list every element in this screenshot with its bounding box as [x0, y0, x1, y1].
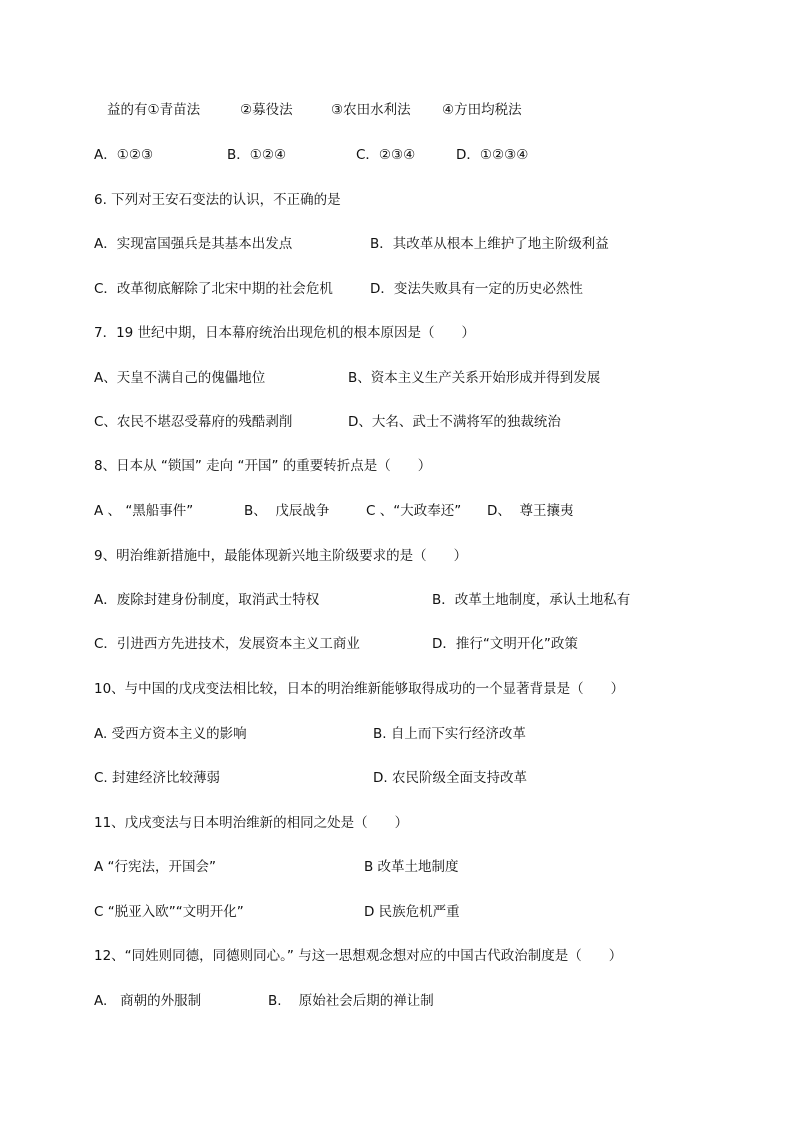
answer-option: A．实现富国强兵是其基本出发点: [94, 236, 293, 252]
question-11-answers-row-1: [0, 855, 794, 879]
question-text: 9、明治维新措施中，最能体现新兴地主阶级要求的是（ ）: [94, 548, 468, 564]
question-text: 8、日本从 “锁国” 走向 “开国” 的重要转折点是（ ）: [94, 458, 432, 474]
question-6-answers-row-1: [0, 232, 794, 256]
answer-option: A. 商朝的外服制: [94, 993, 202, 1009]
answer-option: D 民族危机严重: [364, 904, 460, 920]
option-item: ②募役法: [240, 102, 293, 118]
question-12-stem: [0, 944, 794, 968]
question-7-stem: [0, 321, 794, 345]
question-10-stem: [0, 677, 794, 701]
answer-option: B．①②④: [227, 147, 287, 163]
answer-option: C “脱亚入欧”“文明开化”: [94, 904, 244, 920]
answer-option: D、 尊王攘夷: [487, 503, 574, 519]
question-9-answers-row-1: [0, 588, 794, 612]
question-text: 10、与中国的戊戌变法相比较，日本的明治维新能够取得成功的一个显著背景是（ ）: [94, 681, 625, 697]
answer-option: D、大名、武士不满将军的独裁统治: [348, 414, 561, 430]
question-12-answers: [0, 989, 794, 1013]
answer-option: C．改革彻底解除了北宋中期的社会危机: [94, 281, 333, 297]
answer-option: D．①②③④: [456, 147, 529, 163]
answer-option: B．其改革从根本上维护了地主阶级利益: [370, 236, 609, 252]
question-5-options-list: [0, 98, 794, 122]
question-text: 7．19 世纪中期，日本幕府统治出现危机的根本原因是（ ）: [94, 325, 476, 341]
answer-option: A、天皇不满自己的傀儡地位: [94, 370, 266, 386]
answer-option: D．变法失败具有一定的历史必然性: [370, 281, 583, 297]
option-item: ③农田水利法: [331, 102, 411, 118]
option-item: 益的有①青苗法: [107, 102, 201, 118]
answer-option: D. 农民阶级全面支持改革: [373, 770, 527, 786]
answer-option: B 改革土地制度: [364, 859, 459, 875]
answer-option: A. 受西方资本主义的影响: [94, 726, 247, 742]
question-6-answers-row-2: [0, 277, 794, 301]
question-5-answers: [0, 143, 794, 167]
answer-option: D．推行“文明开化”政策: [432, 636, 578, 652]
question-11-answers-row-2: [0, 900, 794, 924]
question-7-answers-row-1: [0, 366, 794, 390]
question-9-answers-row-2: [0, 632, 794, 656]
question-6-stem: [0, 188, 794, 212]
question-text: 11、戊戌变法与日本明治维新的相同之处是（ ）: [94, 815, 409, 831]
answer-option: C．引进西方先进技术，发展资本主义工商业: [94, 636, 360, 652]
answer-option: B. 原始社会后期的禅让制: [268, 993, 434, 1009]
answer-option: B、 戊辰战争: [244, 503, 330, 519]
answer-option: C、农民不堪忍受幕府的残酷剥削: [94, 414, 293, 430]
question-text: 6. 下列对王安石变法的认识，不正确的是: [94, 192, 341, 208]
answer-option: A “行宪法，开国会”: [94, 859, 217, 875]
option-item: ④方田均税法: [442, 102, 522, 118]
question-9-stem: [0, 544, 794, 568]
answer-option: C 、“大政奉还”: [366, 503, 462, 519]
answer-option: B、资本主义生产关系开始形成并得到发展: [348, 370, 601, 386]
answer-option: B. 自上而下实行经济改革: [373, 726, 526, 742]
question-10-answers-row-1: [0, 722, 794, 746]
answer-option: B．改革土地制度，承认土地私有: [432, 592, 631, 608]
question-text: 12、“同姓则同德，同德则同心。” 与这一思想观念想对应的中国古代政治制度是（ ）: [94, 948, 623, 964]
answer-option: C．②③④: [356, 147, 416, 163]
question-8-stem: [0, 454, 794, 478]
answer-option: A．废除封建身份制度，取消武士特权: [94, 592, 320, 608]
answer-option: A．①②③: [94, 147, 154, 163]
question-8-answers: [0, 499, 794, 523]
question-7-answers-row-2: [0, 410, 794, 434]
question-11-stem: [0, 811, 794, 835]
answer-option: A 、 “黑船事件”: [94, 503, 194, 519]
answer-option: C. 封建经济比较薄弱: [94, 770, 221, 786]
question-10-answers-row-2: [0, 766, 794, 790]
